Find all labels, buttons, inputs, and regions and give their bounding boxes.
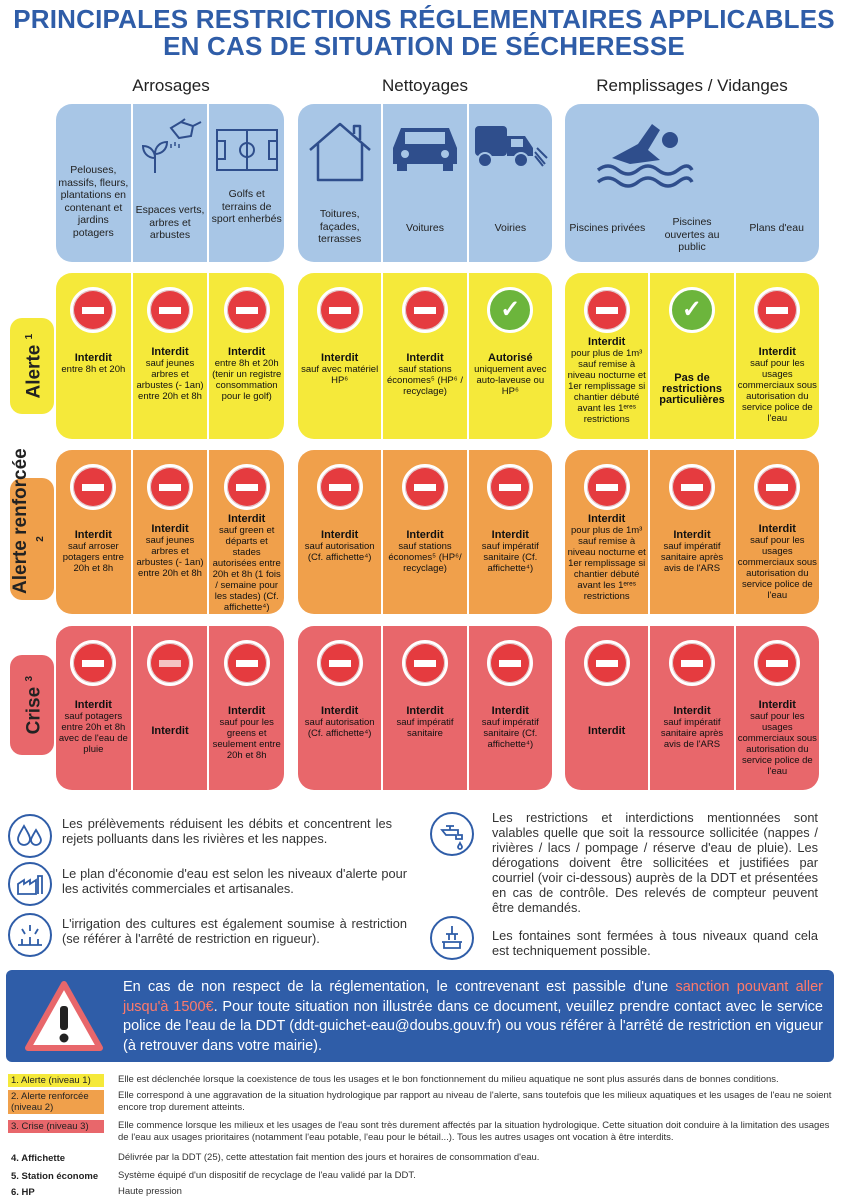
restriction-cell bbox=[650, 273, 735, 439]
legend-key: 3. Crise (niveau 3) bbox=[8, 1120, 104, 1133]
category-label: Piscines ouvertes au public bbox=[664, 216, 720, 253]
restriction-detail: sauf jeunes arbres et arbustes (- 1an) entre 20h et 8h bbox=[136, 358, 204, 402]
restriction-detail: sauf pour les greens et seulement entre 20h et 8h bbox=[212, 717, 281, 761]
level-sup-alerte-renforcee: 2 bbox=[35, 536, 46, 542]
restriction-cell bbox=[56, 626, 133, 790]
restriction-cell bbox=[383, 273, 468, 439]
category-label: Plans d'eau bbox=[749, 222, 804, 234]
legend-key: 5. Station économe bbox=[11, 1171, 99, 1182]
restriction-detail: sauf stations économes⁵ (HP⁶ / recyclage) bbox=[387, 364, 463, 397]
restriction-head: Interdit bbox=[758, 699, 796, 711]
restriction-cell bbox=[298, 626, 383, 790]
restriction-text bbox=[135, 524, 206, 579]
car-icon bbox=[387, 118, 463, 177]
group-panel-2 bbox=[565, 104, 819, 262]
restriction-detail: pour plus de 1m³ sauf remise à niveau nocturne et 1er remplissage si chantier débuté avant les 1ᵉʳᵉˢ restrictions bbox=[567, 348, 646, 425]
restriction-cell bbox=[209, 273, 284, 439]
restriction-cell bbox=[469, 273, 552, 439]
restriction-text bbox=[135, 726, 206, 737]
no-entry-icon bbox=[317, 287, 363, 333]
restriction-head: Interdit bbox=[406, 705, 444, 717]
restriction-cell bbox=[56, 273, 133, 439]
restriction-head: Autorisé bbox=[488, 352, 533, 364]
restriction-cell bbox=[650, 450, 735, 614]
restriction-text bbox=[652, 530, 731, 574]
restriction-cell bbox=[298, 273, 383, 439]
no-entry-icon bbox=[224, 640, 270, 686]
check-icon: ✓ bbox=[669, 287, 715, 333]
restriction-cell bbox=[133, 273, 210, 439]
restriction-detail: sauf stations économes⁵ (HP⁶/ recyclage) bbox=[388, 541, 462, 574]
no-entry-icon bbox=[584, 287, 630, 333]
restriction-text bbox=[652, 373, 731, 406]
legend-key: 6. HP bbox=[11, 1187, 35, 1198]
no-entry-icon bbox=[317, 640, 363, 686]
restriction-text bbox=[135, 347, 206, 402]
restriction-detail: entre 8h et 20h (tenir un registre consommation pour le golf) bbox=[212, 358, 282, 402]
restriction-detail: sauf pour les usages commerciaux sous autorisation du service police de l'eau bbox=[737, 535, 817, 601]
restriction-detail: sauf pour les usages commerciaux sous autorisation du service police de l'eau bbox=[737, 711, 817, 777]
no-entry-icon bbox=[487, 464, 533, 510]
restriction-text bbox=[385, 706, 464, 739]
fountain-icon bbox=[430, 916, 474, 960]
restriction-head: Interdit bbox=[151, 523, 189, 535]
restriction-cell bbox=[209, 626, 284, 790]
legend-key: 2. Alerte renforcée (niveau 2) bbox=[8, 1090, 104, 1114]
no-entry-icon bbox=[224, 287, 270, 333]
restriction-head: Interdit bbox=[491, 705, 529, 717]
no-entry-icon bbox=[402, 287, 448, 333]
irrigation-icon bbox=[8, 913, 52, 957]
level-sup-alerte: 1 bbox=[23, 333, 35, 340]
category-label: Golfs et terrains de sport enherbés bbox=[211, 188, 282, 225]
restriction-detail: uniquement avec auto-laveuse ou HP⁶ bbox=[474, 364, 547, 397]
factory-icon bbox=[8, 862, 52, 906]
group-heading-remplissages: Remplissages / Vidanges bbox=[596, 76, 788, 95]
info-text-restrictions: Les restrictions et interdictions mentionnées sont valables quelle que soit la ressource sollicitée (nappes / rivières / lacs / pompage / réserve d'eau de pluie). Les dérogations doivent être sollicitées et justifiées par courriel (voir ci-dessous) auprès de la DDT et présentées en cas de contrôle. Des relevés de compteur peuvent être demandés. bbox=[492, 810, 818, 915]
level-name-alerte: Alerte bbox=[23, 344, 45, 399]
restriction-head: Interdit bbox=[491, 529, 529, 541]
restriction-cell bbox=[298, 450, 383, 614]
category-label: Espaces verts, arbres et arbustes bbox=[135, 204, 205, 241]
category-cell bbox=[469, 104, 552, 262]
restriction-text bbox=[738, 700, 817, 777]
restriction-cell bbox=[133, 450, 210, 614]
level-1-group-2 bbox=[565, 450, 819, 614]
restriction-text bbox=[652, 706, 731, 750]
category-cell bbox=[209, 104, 284, 262]
no-entry-icon bbox=[402, 640, 448, 686]
info-text-irrigation: L'irrigation des cultures est également soumise à restriction (se référer à l'arrêté de restriction en rigueur). bbox=[62, 916, 407, 946]
group-panel-0 bbox=[56, 104, 284, 262]
restriction-head: Interdit bbox=[151, 725, 189, 737]
level-1-group-1 bbox=[298, 450, 552, 614]
level-0-group-1 bbox=[298, 273, 552, 439]
restriction-text bbox=[385, 530, 464, 574]
sports-field-icon bbox=[215, 128, 279, 177]
banner-highlight: sanction pouvant aller jusqu'à 1500€ bbox=[123, 979, 823, 1015]
restriction-cell bbox=[133, 626, 210, 790]
restriction-cell bbox=[736, 626, 819, 790]
level-2-group-0 bbox=[56, 626, 284, 790]
restriction-text bbox=[211, 347, 282, 402]
restriction-head: Interdit bbox=[758, 346, 796, 358]
restriction-text bbox=[300, 353, 379, 386]
restriction-text bbox=[567, 726, 646, 737]
no-entry-icon bbox=[70, 464, 116, 510]
no-entry-icon bbox=[584, 640, 630, 686]
restriction-text bbox=[211, 514, 282, 613]
category-label: Toitures, façades, terrasses bbox=[318, 208, 362, 245]
group-heading-nettoyages: Nettoyages bbox=[382, 76, 468, 95]
restriction-head: Interdit bbox=[588, 725, 626, 737]
info-text-prelevements: Les prélèvements réduisent les débits et concentrent les rejets polluants dans les rivières et les nappes. bbox=[62, 816, 392, 846]
legend-text: Haute pression bbox=[118, 1186, 182, 1197]
no-entry-icon bbox=[147, 640, 193, 686]
restriction-head: Interdit bbox=[588, 513, 626, 525]
restriction-detail: sauf autorisation (Cf. affichette⁴) bbox=[304, 541, 375, 563]
restriction-head: Interdit bbox=[321, 352, 359, 364]
restriction-text bbox=[300, 706, 379, 739]
restriction-text bbox=[738, 347, 817, 424]
no-entry-icon bbox=[70, 287, 116, 333]
restriction-head: Pas de restrictions particulières bbox=[659, 372, 725, 406]
restriction-text bbox=[567, 337, 646, 425]
restriction-text bbox=[471, 706, 550, 750]
group-heading-arrosages: Arrosages bbox=[132, 76, 210, 95]
banner-text bbox=[123, 978, 823, 1056]
restriction-detail: sauf avec matériel HP⁶ bbox=[301, 364, 379, 386]
restriction-cell bbox=[565, 626, 650, 790]
no-entry-icon bbox=[669, 640, 715, 686]
restriction-cell bbox=[469, 450, 552, 614]
house-icon bbox=[304, 118, 376, 189]
restriction-text bbox=[300, 530, 379, 563]
category-label: Voitures bbox=[406, 222, 444, 234]
restriction-cell bbox=[383, 626, 468, 790]
info-text-plan-economie: Le plan d'économie d'eau est selon les niveaux d'alerte pour les activités commerciales et artisanales. bbox=[62, 866, 407, 896]
restriction-detail: sauf impératif sanitaire (Cf. affichette⁴) bbox=[481, 717, 539, 750]
restriction-head: Interdit bbox=[758, 523, 796, 535]
restriction-detail: pour plus de 1m³ sauf remise à niveau nocturne et 1er remplissage si chantier débuté avant les 1ᵉʳᵉˢ restrictions bbox=[567, 525, 646, 602]
restriction-detail: sauf impératif sanitaire après avis de l'ARS bbox=[660, 717, 724, 750]
restriction-text bbox=[567, 514, 646, 602]
category-cell bbox=[56, 104, 133, 262]
restriction-cell bbox=[565, 450, 650, 614]
restriction-head: Interdit bbox=[406, 529, 444, 541]
restriction-detail: sauf jeunes arbres et arbustes (- 1an) entre 20h et 8h bbox=[136, 535, 204, 579]
no-entry-icon bbox=[754, 640, 800, 686]
level-name-crise: Crise bbox=[23, 686, 45, 735]
restriction-head: Interdit bbox=[321, 705, 359, 717]
restriction-text bbox=[471, 353, 550, 397]
legend-key: 1. Alerte (niveau 1) bbox=[8, 1074, 104, 1087]
restriction-cell bbox=[736, 450, 819, 614]
category-cell bbox=[383, 104, 468, 262]
restriction-head: Interdit bbox=[74, 529, 112, 541]
restriction-text bbox=[58, 700, 129, 755]
restriction-detail: sauf pour les usages commerciaux sous autorisation du service police de l'eau bbox=[737, 358, 817, 424]
no-entry-icon bbox=[754, 287, 800, 333]
restriction-cell bbox=[56, 450, 133, 614]
level-name-alerte-renforcee: Alerte renforcée bbox=[10, 448, 31, 594]
legend-text: Délivrée par la DDT (25), cette attestation fait mention des jours et horaires de consommation d'eau. bbox=[118, 1152, 540, 1163]
restriction-head: Interdit bbox=[151, 346, 189, 358]
no-entry-icon bbox=[70, 640, 116, 686]
no-entry-icon bbox=[147, 464, 193, 510]
legend-text: Elle commence lorsque les milieux et les usages de l'eau sont très durement affectés par la situation hydrologique. Cette situation doit conduire à la limitation des usages de l'eau aux usages prioritaires (notamment l'eau potable, l'eau pour le bétail...). Tous les autres usages ont vocation à être interdits. bbox=[118, 1120, 830, 1143]
restriction-detail: sauf impératif sanitaire (Cf. affichette⁴) bbox=[481, 541, 539, 574]
restriction-text bbox=[738, 524, 817, 601]
category-label: Pelouses, massifs, fleurs, plantations en contenant et jardins potagers bbox=[58, 164, 129, 239]
legend-text: Système équipé d'un dispositif de recyclage de l'eau validé par la DDT. bbox=[118, 1170, 416, 1181]
level-label-alerte-renforcee bbox=[10, 448, 54, 600]
restriction-head: Interdit bbox=[588, 336, 626, 348]
no-entry-icon bbox=[224, 464, 270, 510]
legend-text: Elle correspond à une aggravation de la situation hydrologique par rapport au niveau de l'alerte, sans toutefois que les milieux aquatiques et les usages de l'eau ne soient encore trop durement atteints. bbox=[118, 1090, 832, 1113]
legend-text: Elle est déclenchée lorsque la coexistence de tous les usages et le bon fonctionnement du milieu aquatique ne sont plus assurés dans de bonnes conditions. bbox=[118, 1074, 779, 1085]
level-1-group-0 bbox=[56, 450, 284, 614]
restriction-detail: sauf autorisation (Cf. affichette⁴) bbox=[304, 717, 375, 739]
no-entry-icon bbox=[487, 640, 533, 686]
restriction-head: Interdit bbox=[321, 529, 359, 541]
category-cell bbox=[734, 104, 819, 262]
no-entry-icon bbox=[402, 464, 448, 510]
check-icon: ✓ bbox=[487, 287, 533, 333]
level-0-group-0 bbox=[56, 273, 284, 439]
restriction-cell bbox=[209, 450, 284, 614]
restriction-detail: sauf impératif sanitaire après avis de l'ARS bbox=[660, 541, 724, 574]
title-line-1: PRINCIPALES RESTRICTIONS RÉGLEMENTAIRES APPLICABLES bbox=[13, 4, 835, 34]
restriction-head: Interdit bbox=[406, 352, 444, 364]
info-text-fontaines: Les fontaines sont fermées à tous niveaux quand cela est techniquement possible. bbox=[492, 928, 818, 958]
restriction-head: Interdit bbox=[228, 346, 266, 358]
restriction-detail: sauf arroser potagers entre 20h et 8h bbox=[62, 541, 124, 574]
restriction-detail: entre 8h et 20h bbox=[61, 364, 126, 375]
page-title bbox=[0, 6, 848, 60]
category-cell bbox=[650, 104, 735, 262]
restriction-detail: sauf impératif sanitaire bbox=[396, 717, 454, 739]
level-0-group-2 bbox=[565, 273, 819, 439]
restriction-text bbox=[211, 706, 282, 761]
category-label: Piscines privées bbox=[569, 222, 646, 234]
legend-key: 4. Affichette bbox=[11, 1153, 66, 1164]
restriction-cell bbox=[736, 273, 819, 439]
warning-icon bbox=[24, 980, 104, 1052]
no-entry-icon bbox=[669, 464, 715, 510]
group-panel-1 bbox=[298, 104, 552, 262]
restriction-text bbox=[58, 353, 129, 375]
restriction-head: Interdit bbox=[673, 705, 711, 717]
no-entry-icon bbox=[317, 464, 363, 510]
level-label-crise bbox=[10, 655, 54, 755]
restriction-text bbox=[385, 353, 464, 397]
restriction-head: Interdit bbox=[74, 352, 112, 364]
no-entry-icon bbox=[754, 464, 800, 510]
restriction-cell bbox=[565, 273, 650, 439]
category-cell bbox=[133, 104, 210, 262]
level-2-group-1 bbox=[298, 626, 552, 790]
banner-text-part1: En cas de non respect de la réglementation, le contrevenant est passible d'une bbox=[123, 979, 676, 995]
restriction-head: Interdit bbox=[673, 529, 711, 541]
restriction-head: Interdit bbox=[74, 699, 112, 711]
category-cell bbox=[565, 104, 650, 262]
banner-text-part2: . Pour toute situation non illustrée dans ce document, veuillez prendre contact avec le service police de l'eau de la DDT (ddt-guichet-eau@doubs.gouv.fr) ou vous référer à l'arrêté de restriction en vigueur (à retrouver dans votre mairie). bbox=[123, 998, 823, 1054]
restriction-text bbox=[58, 530, 129, 574]
no-entry-icon bbox=[147, 287, 193, 333]
restriction-text bbox=[471, 530, 550, 574]
restriction-cell bbox=[383, 450, 468, 614]
category-label: Voiries bbox=[494, 222, 527, 234]
level-sup-crise: 3 bbox=[23, 675, 35, 682]
restriction-detail: sauf green et départs et stades autorisées entre 20h et 8h (1 fois / semaine pour les stades) (Cf. affichette⁴) bbox=[212, 525, 281, 613]
level-label-alerte bbox=[10, 318, 54, 414]
street-sweeper-icon bbox=[471, 118, 549, 177]
level-2-group-2 bbox=[565, 626, 819, 790]
category-cell bbox=[298, 104, 383, 262]
restriction-head: Interdit bbox=[228, 705, 266, 717]
restriction-detail: sauf potagers entre 20h et 8h avec de l'eau de pluie bbox=[58, 711, 128, 755]
restriction-cell bbox=[650, 626, 735, 790]
sanction-banner bbox=[6, 970, 834, 1062]
no-entry-icon bbox=[584, 464, 630, 510]
restriction-cell bbox=[469, 626, 552, 790]
faucet-icon bbox=[430, 812, 474, 856]
watering-can-plant-icon bbox=[135, 118, 205, 183]
title-line-2: EN CAS DE SITUATION DE SÉCHERESSE bbox=[163, 31, 685, 61]
restriction-head: Interdit bbox=[228, 513, 266, 525]
water-drops-icon bbox=[8, 814, 52, 858]
